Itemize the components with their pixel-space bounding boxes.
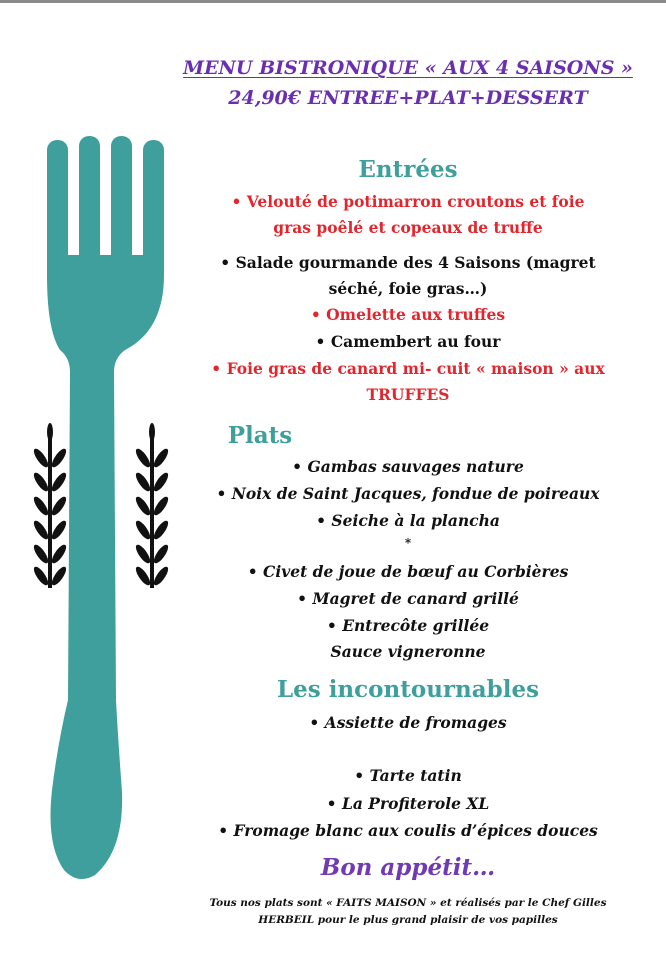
menu-title: MENU BISTRONIQUE « AUX 4 SAISONS » <box>183 57 633 79</box>
menu-price: 24,90€ ENTREE+PLAT+DESSERT <box>228 87 588 109</box>
plat-item-6-sauce: Sauce vigneronne <box>330 642 486 661</box>
plat-item-2: • Noix de Saint Jacques, fondue de poireaux <box>216 484 600 503</box>
incontournable-item-2: • Tarte tatin <box>354 766 462 785</box>
entrees-heading: Entrées <box>358 156 458 183</box>
footer-line-2: HERBEIL pour le plus grand plaisir de vos papilles <box>258 914 558 926</box>
entree-item-1-line1: • Velouté de potimarron croutons et foie <box>231 192 585 211</box>
plats-heading: Plats <box>227 422 293 449</box>
entree-item-4: • Camembert au four <box>315 332 501 351</box>
leaf-sprig-left <box>31 423 68 588</box>
entree-item-5-line2: TRUFFES <box>366 385 450 404</box>
incontournable-item-3: • La Profiterole XL <box>326 794 490 813</box>
footer-line-1: Tous nos plats sont « FAITS MAISON » et réalisés par le Chef Gilles <box>209 897 607 909</box>
plat-item-4: • Civet de joue de bœuf au Corbières <box>247 562 569 581</box>
entree-item-3: • Omelette aux truffes <box>310 305 506 324</box>
incontournable-item-4: • Fromage blanc aux coulis d’épices douces <box>218 821 598 840</box>
entree-item-1-line2: gras poêlé et copeaux de truffe <box>273 218 543 237</box>
leaf-sprig-icon <box>31 423 68 588</box>
entree-item-2-line2: séché, foie gras…) <box>328 279 488 298</box>
incontournable-item-1: • Assiette de fromages <box>309 713 507 732</box>
plat-item-3: • Seiche à la plancha <box>316 511 500 530</box>
entree-item-2-line1: • Salade gourmande des 4 Saisons (magret <box>220 253 596 272</box>
entree-item-5-line1: • Foie gras de canard mi- cuit « maison » aux <box>211 359 605 378</box>
incontournables-heading: Les incontournables <box>276 676 540 703</box>
plat-separator: * <box>404 536 412 550</box>
plat-item-1: • Gambas sauvages nature <box>292 457 524 476</box>
bon-appetit: Bon appétit… <box>320 854 496 881</box>
plat-item-5: • Magret de canard grillé <box>297 589 519 608</box>
plat-item-6: • Entrecôte grillée <box>326 616 490 635</box>
